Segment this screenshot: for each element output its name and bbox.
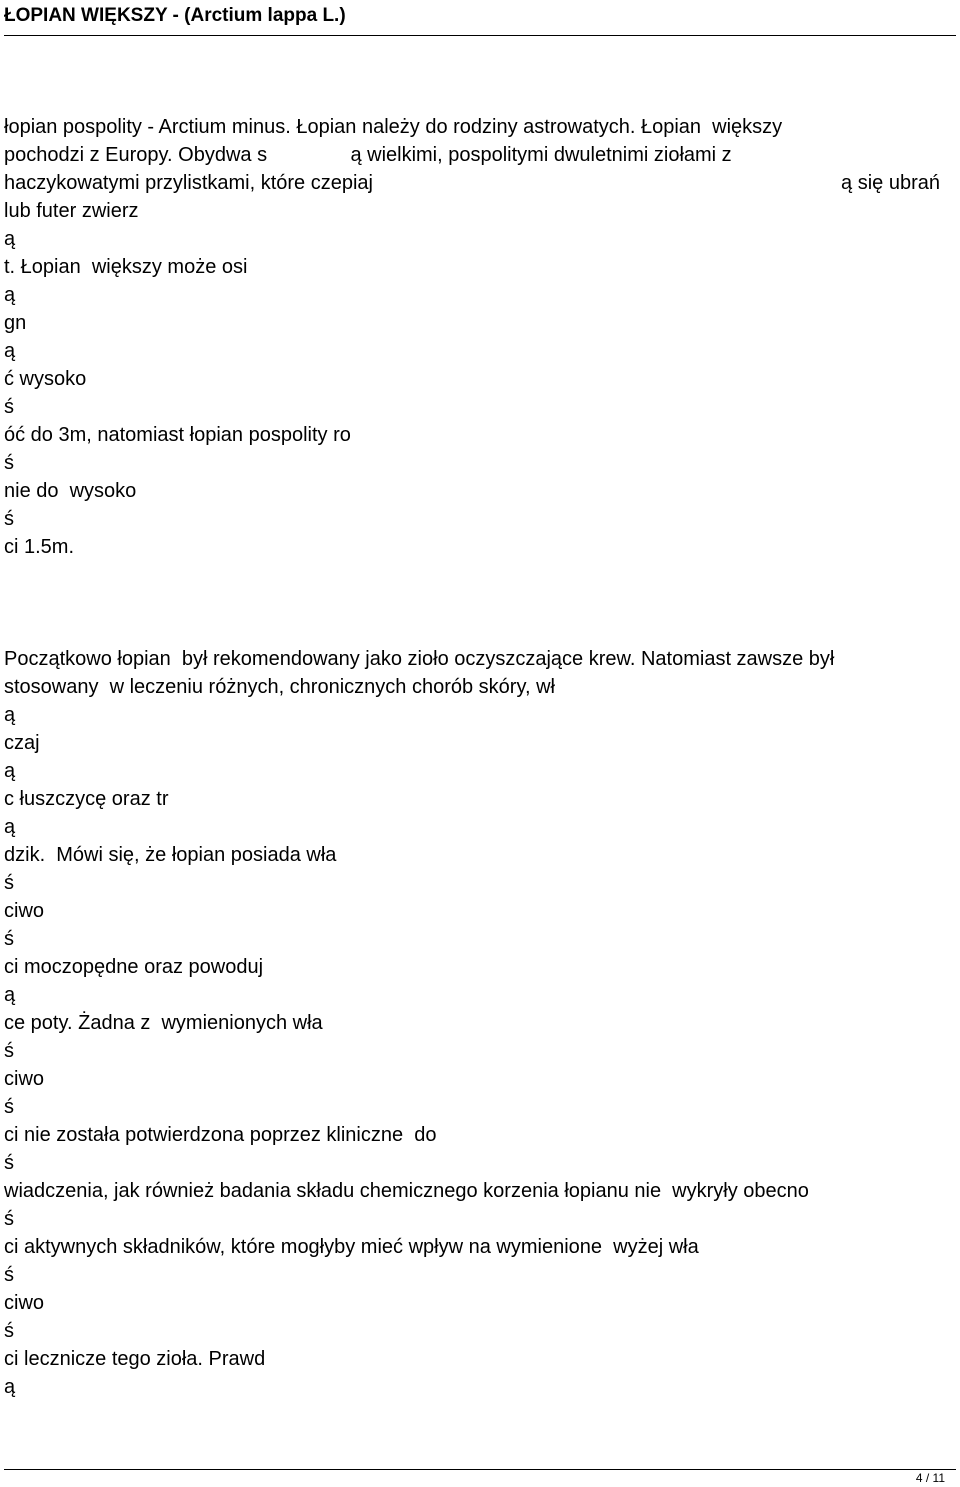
page-title: ŁOPIAN WIĘKSZY - (Arctium lappa L.) [4,5,346,26]
text-line: ci lecznicze tego zioła. Prawd [4,1348,266,1370]
text-line: ś [4,396,14,418]
text-line: ciwo [4,1068,45,1090]
text-line: lub futer zwierz [4,200,139,222]
text-line: dzik. Mówi się, że łopian posiada wła [4,844,337,866]
text-line-right: ą się ubrań [841,172,940,194]
paragraph-2 [4,645,954,1401]
text-line: ą [4,816,16,838]
text-line: ciwo [4,900,45,922]
text-line: ś [4,508,14,530]
text-line: ś [4,1152,14,1174]
text-line: ą [4,228,16,250]
text-line: ą [4,1376,16,1398]
paragraph-1 [4,113,940,561]
text-line: ś [4,452,14,474]
text-line: ą [4,984,16,1006]
text-line: ś [4,872,14,894]
text-line: ś [4,1320,14,1342]
text-line: t. Łopian większy może osi [4,256,248,278]
text-line: czaj [4,732,40,754]
text-line: ce poty. Żadna z wymienionych wła [4,1012,323,1034]
text-line: ś [4,1096,14,1118]
text-line: ą [4,704,16,726]
text-line: ciwo [4,1292,45,1314]
text-line: stosowany w leczeniu różnych, chronicznych chorób skóry, wł [4,676,555,698]
text-line: gn [4,312,27,334]
text-line: ci nie została potwierdzona poprzez kliniczne do [4,1124,437,1146]
text-line: Początkowo łopian był rekomendowany jako zioło oczyszczające krew. Natomiast zawsze był [4,648,835,670]
text-line: ś [4,1208,14,1230]
text-line: ci 1.5m. [4,536,75,558]
text-line: łopian pospolity - Arctium minus. Łopian należy do rodziny astrowatych. Łopian większy [4,116,783,138]
text-line-left: haczykowatymi przylistkami, które czepiaj [4,172,373,194]
text-line: ś [4,1264,14,1286]
text-line: c łuszczycę oraz tr [4,788,169,810]
text-line: wiadczenia, jak również badania składu chemicznego korzenia łopianu nie wykryły obecno [4,1180,809,1202]
footer-divider [4,1469,956,1470]
text-line: ś [4,928,14,950]
text-line: ci aktywnych składników, które mogłyby mieć wpływ na wymienione wyżej wła [4,1236,699,1258]
page-number: 4 / 11 [915,1471,945,1485]
text-line: ą [4,284,16,306]
text-line: ć wysoko [4,368,87,390]
text-line: nie do wysoko [4,480,137,502]
text-line: ą [4,340,16,362]
text-line: ci moczopędne oraz powoduj [4,956,264,978]
text-line: ą [4,760,16,782]
text-line [4,169,940,197]
text-line: ś [4,1040,14,1062]
text-line: óć do 3m, natomiast łopian pospolity ro [4,424,351,446]
header-divider [4,35,956,36]
text-line: pochodzi z Europy. Obydwa s ą wielkimi, pospolitymi dwuletnimi ziołami z [4,144,732,166]
